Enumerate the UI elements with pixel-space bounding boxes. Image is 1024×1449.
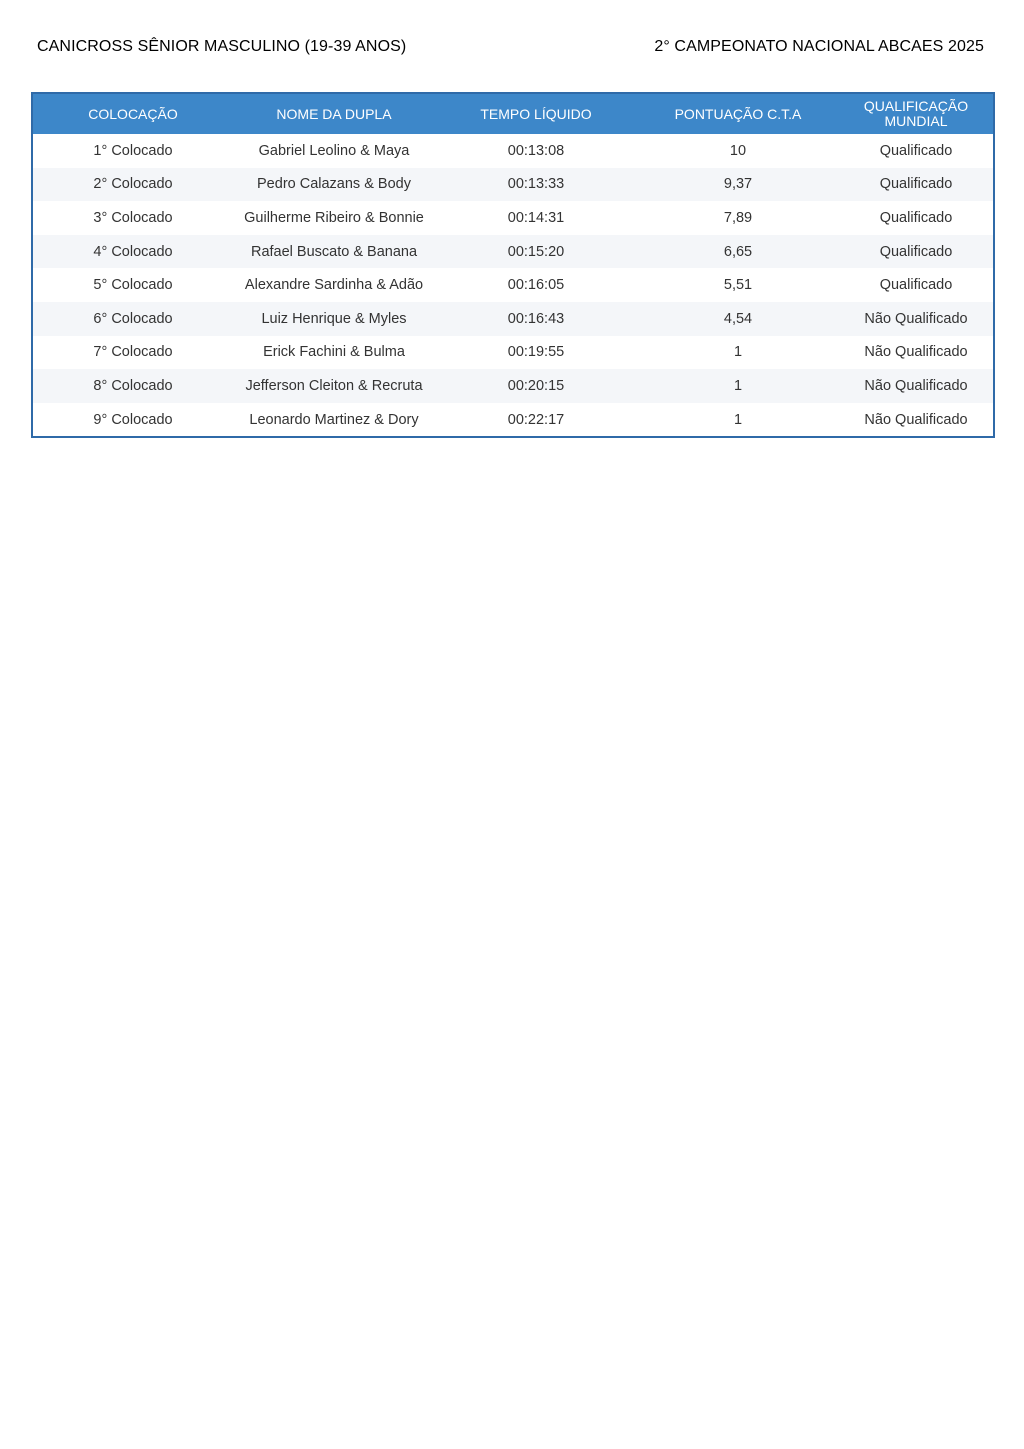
column-header-net-time: TEMPO LÍQUIDO (435, 93, 637, 134)
cell-qualification: Não Qualificado (839, 403, 994, 438)
cell-net-time: 00:22:17 (435, 403, 637, 438)
cell-net-time: 00:16:05 (435, 268, 637, 302)
cell-net-time: 00:13:08 (435, 134, 637, 168)
cell-qualification: Qualificado (839, 168, 994, 202)
cell-score: 1 (637, 369, 839, 403)
cell-placement: 6° Colocado (32, 302, 233, 336)
cell-team-name: Pedro Calazans & Body (233, 168, 435, 202)
cell-net-time: 00:14:31 (435, 201, 637, 235)
column-header-placement: COLOCAÇÃO (32, 93, 233, 134)
cell-team-name: Luiz Henrique & Myles (233, 302, 435, 336)
cell-qualification: Qualificado (839, 134, 994, 168)
cell-score: 9,37 (637, 168, 839, 202)
cell-placement: 7° Colocado (32, 336, 233, 370)
table-row (32, 268, 994, 302)
column-header-score: PONTUAÇÃO C.T.A (637, 93, 839, 134)
cell-net-time: 00:16:43 (435, 302, 637, 336)
table-row (32, 201, 994, 235)
cell-placement: 5° Colocado (32, 268, 233, 302)
cell-team-name: Rafael Buscato & Banana (233, 235, 435, 269)
cell-team-name: Jefferson Cleiton & Recruta (233, 369, 435, 403)
cell-team-name: Gabriel Leolino & Maya (233, 134, 435, 168)
cell-qualification: Não Qualificado (839, 336, 994, 370)
cell-qualification: Não Qualificado (839, 302, 994, 336)
table-row (32, 369, 994, 403)
cell-team-name: Leonardo Martinez & Dory (233, 403, 435, 438)
cell-score: 6,65 (637, 235, 839, 269)
cell-qualification: Qualificado (839, 201, 994, 235)
category-title: CANICROSS SÊNIOR MASCULINO (19-39 ANOS) (37, 38, 407, 55)
table-row (32, 168, 994, 202)
table-row (32, 134, 994, 168)
cell-placement: 3° Colocado (32, 201, 233, 235)
cell-placement: 4° Colocado (32, 235, 233, 269)
cell-placement: 8° Colocado (32, 369, 233, 403)
column-header-qualification: QUALIFICAÇÃO MUNDIAL (839, 93, 994, 134)
cell-placement: 1° Colocado (32, 134, 233, 168)
cell-net-time: 00:20:15 (435, 369, 637, 403)
table-row (32, 235, 994, 269)
cell-qualification: Não Qualificado (839, 369, 994, 403)
cell-score: 1 (637, 403, 839, 438)
cell-team-name: Guilherme Ribeiro & Bonnie (233, 201, 435, 235)
cell-score: 7,89 (637, 201, 839, 235)
column-header-team-name: NOME DA DUPLA (233, 93, 435, 134)
table-row (32, 302, 994, 336)
table-header-row (32, 93, 994, 134)
cell-placement: 2° Colocado (32, 168, 233, 202)
cell-placement: 9° Colocado (32, 403, 233, 438)
results-table (31, 92, 995, 438)
cell-net-time: 00:19:55 (435, 336, 637, 370)
cell-team-name: Alexandre Sardinha & Adão (233, 268, 435, 302)
cell-team-name: Erick Fachini & Bulma (233, 336, 435, 370)
cell-net-time: 00:13:33 (435, 168, 637, 202)
table-row (32, 336, 994, 370)
table-row (32, 403, 994, 438)
cell-score: 4,54 (637, 302, 839, 336)
cell-score: 10 (637, 134, 839, 168)
cell-net-time: 00:15:20 (435, 235, 637, 269)
championship-title: 2° CAMPEONATO NACIONAL ABCAES 2025 (654, 38, 984, 55)
cell-qualification: Qualificado (839, 235, 994, 269)
cell-score: 5,51 (637, 268, 839, 302)
cell-qualification: Qualificado (839, 268, 994, 302)
cell-score: 1 (637, 336, 839, 370)
